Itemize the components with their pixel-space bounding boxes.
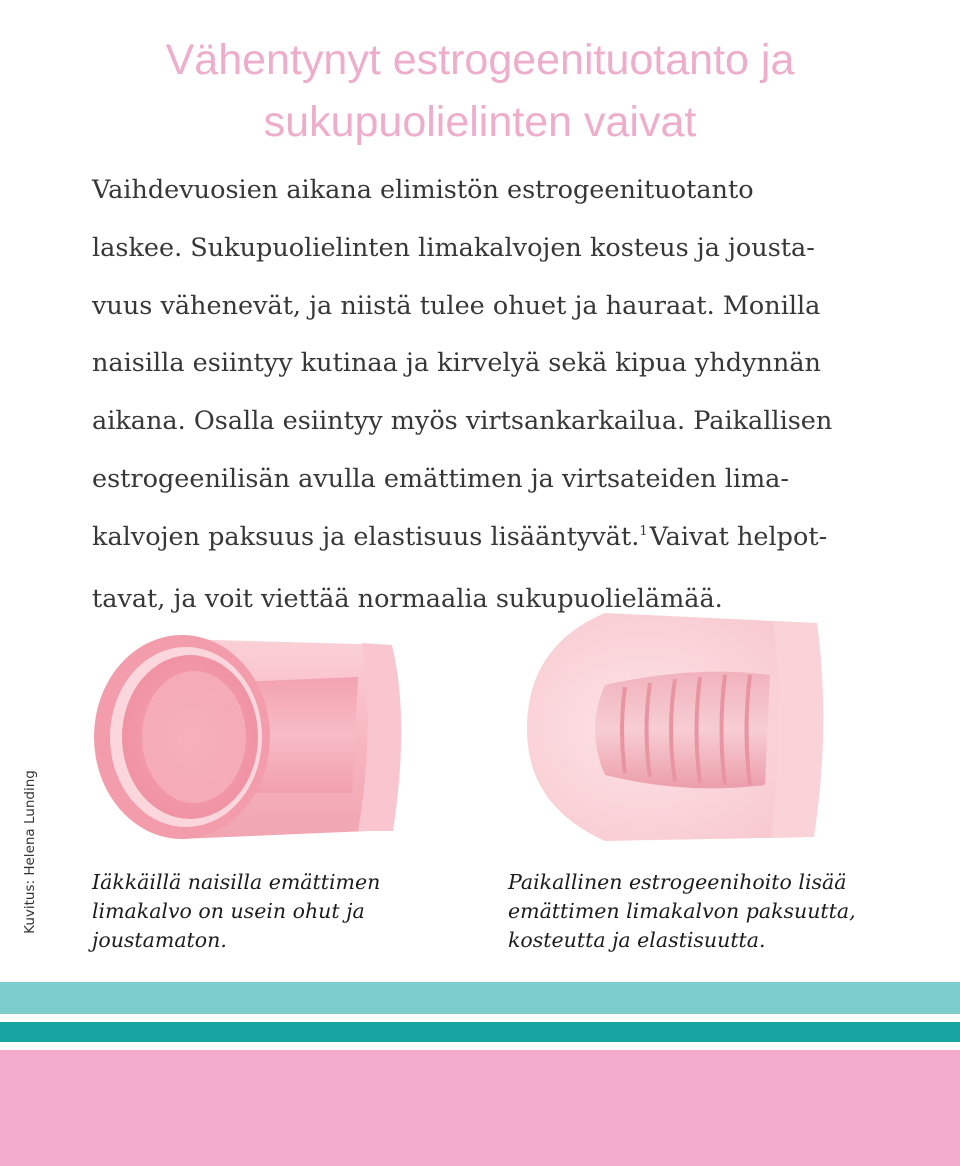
footnote-reference: 1 bbox=[639, 523, 648, 539]
paragraph-line: Vaihdevuosien aikana elimistön estrogeenituotanto bbox=[92, 175, 754, 205]
paragraph-text: kalvojen paksuus ja elastisuus lisääntyvät. bbox=[92, 521, 640, 552]
caption-estrogen-treatment bbox=[508, 868, 856, 955]
paragraph-line bbox=[92, 509, 892, 571]
paragraph-line: tavat, ja voit viettää normaalia sukupuolielämää. bbox=[92, 583, 723, 614]
body-paragraph bbox=[92, 162, 892, 628]
paragraph-line: naisilla esiintyy kutinaa ja kirvelyä sekä kipua yhdynnän bbox=[92, 348, 821, 379]
caption-thin-mucosa bbox=[92, 868, 380, 955]
caption-line: Iäkkäillä naisilla emättimen bbox=[92, 870, 381, 894]
title-line: sukupuolielinten vaivat bbox=[263, 97, 697, 146]
paragraph-text: Vaivat helpot- bbox=[649, 521, 828, 552]
title-line: Vähentynyt estrogeenituotanto ja bbox=[165, 35, 795, 84]
thin-mucosa-illustration bbox=[90, 625, 420, 850]
caption-line: emättimen limakalvon paksuutta, bbox=[508, 899, 856, 923]
paragraph-line: aikana. Osalla esiintyy myös virtsankarkailua. Paikallisen bbox=[92, 406, 833, 437]
paragraph-line: estrogeenilisän avulla emättimen ja virtsateiden lima- bbox=[92, 463, 790, 494]
light-teal-band bbox=[0, 982, 960, 1014]
paragraph-line: laskee. Sukupuolielinten limakalvojen kosteus ja jousta- bbox=[92, 232, 815, 263]
pink-footer-band bbox=[0, 1050, 960, 1166]
caption-line: joustamaton. bbox=[92, 928, 227, 952]
dark-teal-band bbox=[0, 1022, 960, 1042]
caption-line: limakalvo on usein ohut ja bbox=[92, 899, 365, 923]
thick-mucosa-illustration bbox=[515, 605, 835, 845]
caption-line: kosteutta ja elastisuutta. bbox=[508, 928, 766, 952]
caption-line: Paikallinen estrogeenihoito lisää bbox=[508, 870, 847, 894]
page-title bbox=[0, 29, 960, 153]
illustration-credit: Kuvitus: Helena Lunding bbox=[22, 770, 38, 934]
paragraph-line: vuus vähenevät, ja niistä tulee ohuet ja hauraat. Monilla bbox=[92, 290, 821, 321]
